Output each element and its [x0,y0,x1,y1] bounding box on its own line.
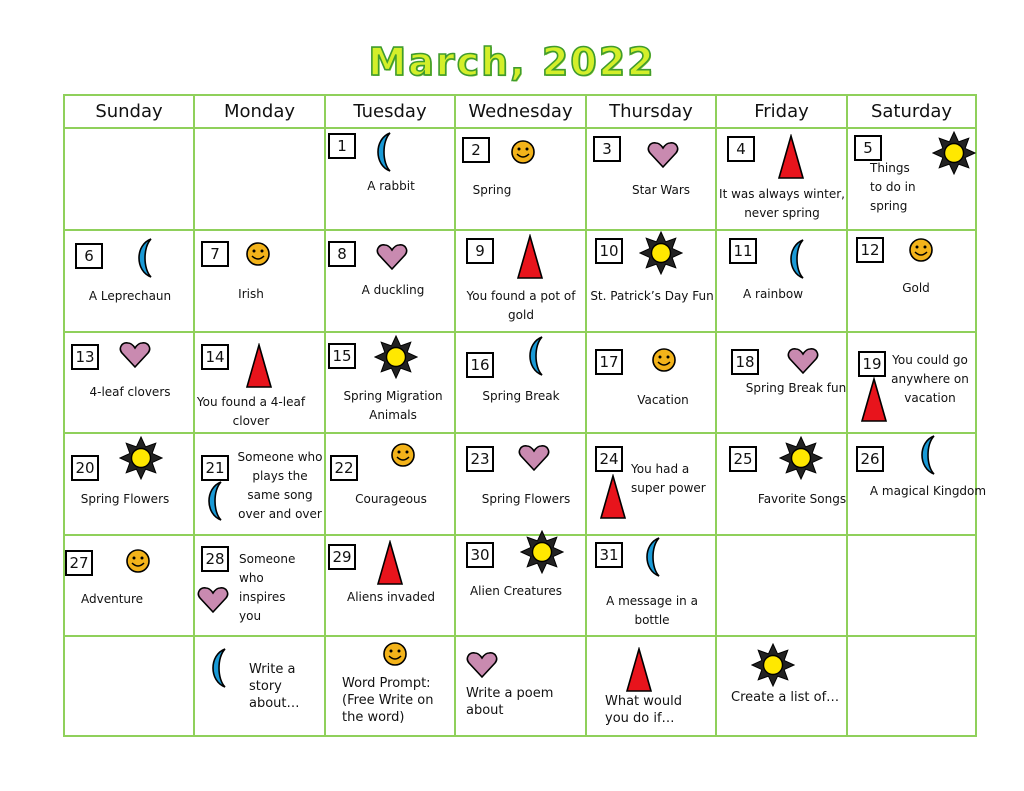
day-cell-1 [326,129,456,231]
day-prompt: Spring Migration Animals [343,389,443,422]
smiley-icon [245,241,271,267]
day-number: 13 [71,344,99,370]
triangle-icon [860,377,888,423]
weekday-header: Thursday [587,96,717,129]
day-prompt: A message in a bottle [606,594,698,627]
day-prompt: A magical Kingdom [869,484,987,498]
day-cell-14 [195,333,326,434]
day-prompt: St. Patrick’s Day Fun [590,289,714,303]
day-cell-29 [326,536,456,637]
day-cell-7 [195,231,326,333]
day-prompt: Spring Break [482,389,560,403]
day-prompt: You found a pot of gold [466,289,576,322]
day-cell-6 [65,231,195,333]
day-prompt: Star Wars [631,183,691,197]
day-number: 8 [328,241,356,267]
day-cell-9 [456,231,587,333]
legend-cell-heart [456,637,587,737]
day-number: 14 [201,344,229,370]
day-prompt: Spring Break fun [745,381,847,395]
day-number: 2 [462,137,490,163]
day-prompt: 4-leaf clovers [89,385,171,399]
day-number: 5 [854,135,882,161]
day-cell-31 [587,536,717,637]
sun-icon [520,530,564,574]
day-number: 25 [729,446,757,472]
moon-icon [783,238,807,280]
sun-icon [932,131,976,175]
sun-icon [779,436,823,480]
day-number: 9 [466,238,494,264]
day-prompt: Things to do in spring [870,161,916,213]
day-prompt: Courageous [355,492,427,506]
day-number: 24 [595,446,623,472]
day-prompt: It was always winter, never spring [719,187,845,220]
day-prompt: Alien Creatures [469,584,563,598]
sun-icon [639,231,683,275]
day-cell-17 [587,333,717,434]
weekday-header: Friday [717,96,848,129]
sun-icon [119,436,163,480]
day-cell-28 [195,536,326,637]
day-number: 3 [593,136,621,162]
triangle-icon [245,343,273,389]
heart-icon [647,141,679,169]
title-text: March, 2022 [368,40,656,84]
day-number: 6 [75,243,103,269]
day-prompt: Spring Flowers [80,492,170,506]
day-prompt: Someone who plays the same song over and over [237,450,323,521]
smiley-icon [390,442,416,468]
day-prompt: Favorite Songs [757,492,847,506]
day-prompt: A rainbow [742,287,804,301]
day-cell-22 [326,434,456,536]
day-cell-21 [195,434,326,536]
day-cell-5 [848,129,975,231]
heart-icon [466,651,498,679]
day-cell-3 [587,129,717,231]
day-cell-24 [587,434,717,536]
calendar-cell [65,129,195,231]
day-prompt: Someone who inspires you [239,552,296,623]
day-cell-2 [456,129,587,231]
day-prompt: Adventure [81,592,144,606]
calendar-grid [63,94,987,737]
day-cell-4 [717,129,848,231]
weekday-header: Wednesday [456,96,587,129]
legend-cell-moon [195,637,326,737]
day-cell-26 [848,434,987,536]
day-prompt: A Leprechaun [88,289,172,303]
day-prompt: A rabbit [367,179,415,193]
triangle-icon [625,647,653,693]
day-number: 21 [201,455,229,481]
day-number: 29 [328,544,356,570]
day-cell-30 [456,536,587,637]
smiley-icon [651,347,677,373]
day-prompt: Spring [472,183,512,197]
day-number: 16 [466,352,494,378]
day-prompt: Gold [902,281,930,295]
heart-icon [518,444,550,472]
day-prompt: Vacation [637,393,689,407]
day-number: 27 [65,550,93,576]
weekday-header: Monday [195,96,326,129]
day-cell-16 [456,333,587,434]
day-number: 11 [729,238,757,264]
calendar-cell [848,637,975,737]
triangle-icon [376,540,404,586]
heart-icon [119,341,151,369]
day-cell-12 [848,231,975,333]
day-number: 19 [858,351,886,377]
calendar-cell [848,536,975,637]
legend-cell-triangle [587,637,717,737]
day-number: 31 [595,542,623,568]
day-cell-27 [65,536,195,637]
moon-icon [370,131,394,173]
day-number: 28 [201,546,229,572]
triangle-icon [777,134,805,180]
day-prompt: Spring Flowers [481,492,571,506]
heart-icon [197,586,229,614]
calendar-cell [65,637,195,737]
moon-icon [914,434,938,476]
day-cell-19 [848,333,975,434]
moon-icon [522,335,546,377]
sun-icon [751,643,795,687]
legend-prompt: Write a poem about [466,686,554,718]
triangle-icon [516,234,544,280]
day-number: 4 [727,136,755,162]
moon-icon [205,647,229,689]
day-number: 22 [330,455,358,481]
day-number: 17 [595,349,623,375]
sun-icon [374,335,418,379]
triangle-icon [599,474,627,520]
day-prompt: You found a 4-leaf clover [196,395,306,428]
weekday-header: Sunday [65,96,195,129]
legend-prompt: Write a story about… [249,662,300,711]
day-cell-10 [587,231,717,333]
day-number: 23 [466,446,494,472]
day-number: 18 [731,349,759,375]
day-cell-25 [717,434,848,536]
smiley-icon [125,548,151,574]
day-number: 12 [856,237,884,263]
day-cell-11 [717,231,848,333]
day-number: 7 [201,241,229,267]
legend-cell-sun [717,637,848,737]
weekday-header: Saturday [848,96,975,129]
smiley-icon [908,237,934,263]
day-number: 26 [856,446,884,472]
day-cell-8 [326,231,456,333]
day-cell-15 [326,333,456,434]
day-prompt: Aliens invaded [347,590,435,604]
day-prompt: Irish [238,287,264,301]
heart-icon [787,347,819,375]
day-cell-13 [65,333,195,434]
day-prompt: A duckling [361,283,425,297]
legend-prompt: Word Prompt: (Free Write on the word) [342,676,434,725]
day-prompt: You could go anywhere on vacation [891,353,969,405]
day-number: 20 [71,455,99,481]
heart-icon [376,243,408,271]
day-number: 10 [595,238,623,264]
day-number: 30 [466,542,494,568]
day-number: 15 [328,343,356,369]
moon-icon [639,536,663,578]
day-cell-20 [65,434,195,536]
legend-cell-smiley [326,637,456,737]
legend-prompt: Create a list of… [731,690,840,705]
smiley-icon [510,139,536,165]
calendar-title [0,40,1024,84]
day-cell-18 [717,333,848,434]
smiley-icon [382,641,408,667]
moon-icon [201,480,225,522]
weekday-header: Tuesday [326,96,456,129]
moon-icon [131,237,155,279]
day-cell-23 [456,434,587,536]
calendar-cell [717,536,848,637]
day-number: 1 [328,133,356,159]
day-prompt: You had a super power [631,462,706,495]
calendar-cell [195,129,326,231]
legend-prompt: What would you do if… [605,694,682,726]
